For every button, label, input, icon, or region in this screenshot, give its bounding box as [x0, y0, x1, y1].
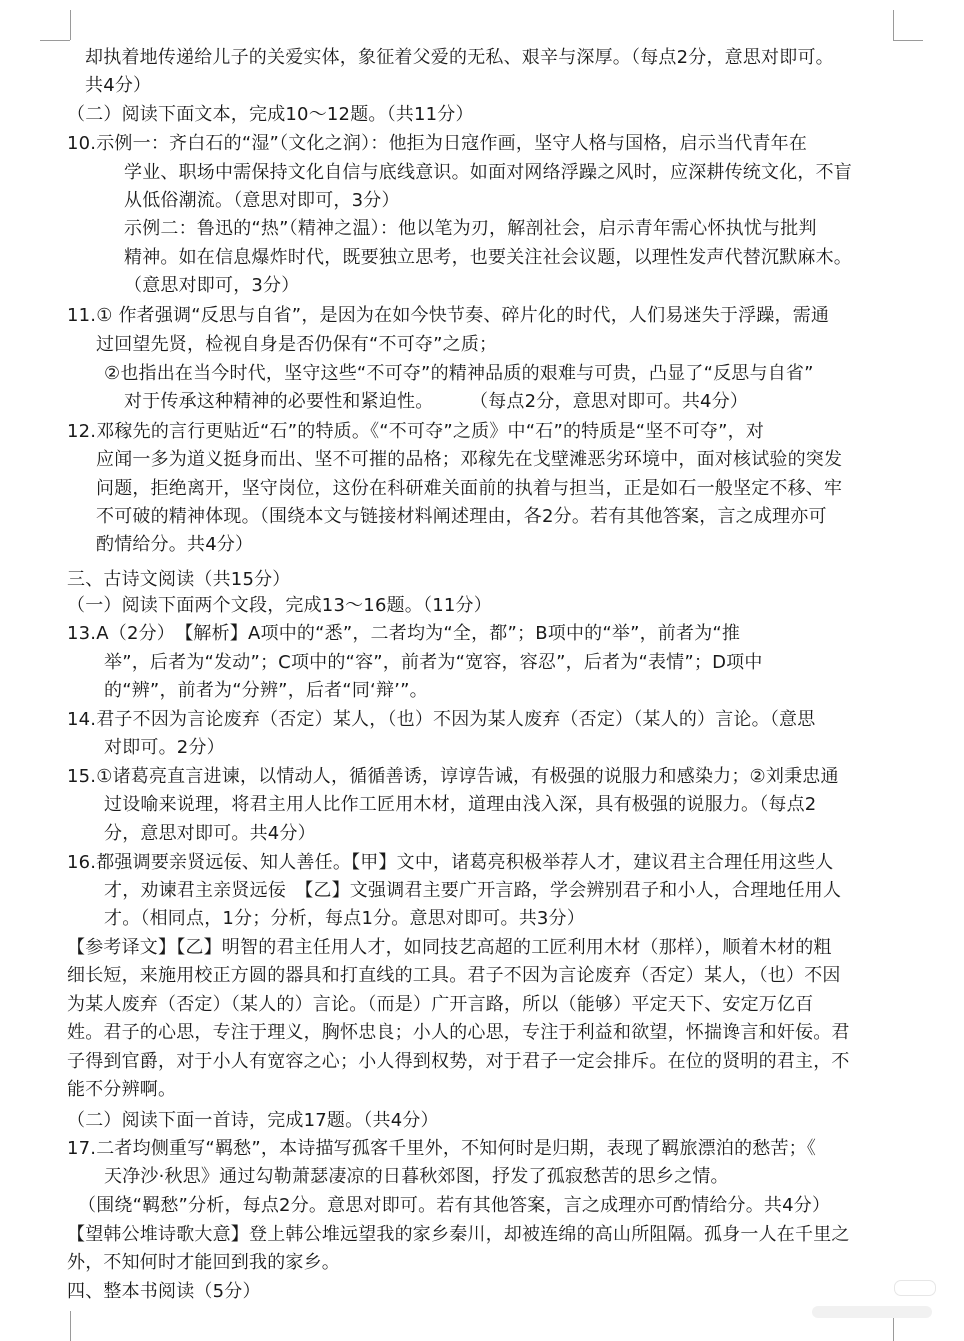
answer-12-line: 不可破的精神体现。（围绕本文与链接材料阐述理由，各2分。若有其他答案，言之成理亦可 [96, 506, 827, 527]
answer-10-line: （意思对即可，3分） [124, 275, 300, 296]
crop-mark-bottom-left-v [70, 1311, 71, 1341]
crop-mark-top-left-h [40, 40, 70, 41]
poem-meaning-line: 外，不知何时才能回到我的家乡。 [67, 1252, 340, 1273]
section-heading: （一）阅读下面两个文段，完成13～16题。（11分） [67, 595, 492, 616]
watermark-mark [894, 1280, 936, 1296]
answer-10-line: 学业、职场中需保持文化自信与底线意识。如面对网络浮躁之风时，应深耕传统文化，不盲 [124, 162, 852, 183]
crop-mark-top-right-h [893, 40, 923, 41]
answer-15-line: 15.①诸葛亮直言进谏，以情动人，循循善诱，谆谆告诫，有极强的说服力和感染力；②刘秉忠通 [67, 766, 839, 787]
answer-13-line: 举”，后者为“发动”；C项中的“容”，前者为“宽容，容忍”，后者为“表情”；D项中 [104, 652, 763, 673]
answer-17-line: （围绕“羁愁”分析，每点2分。意思对即可。若有其他答案，言之成理亦可酌情给分。共4分） [78, 1195, 831, 1216]
text-line: 却执着地传递给儿子的关爱实体，象征着父爱的无私、艰辛与深厚。（每点2分，意思对即可。 [85, 47, 834, 68]
text-line: 共4分） [85, 75, 152, 96]
answer-11-line: 11.① 作者强调“反思与自省”，是因为在如今快节奏、碎片化的时代，人们易迷失于浮躁，需通 [67, 305, 830, 326]
answer-10-line: 从低俗潮流。（意思对即可，3分） [124, 190, 400, 211]
translation-line: 姓。君子的心思，专注于理义，胸怀忠良；小人的心思，专注于利益和欲望，怀揣谗言和奸佞。君 [67, 1022, 850, 1043]
answer-17-line: 17.二者均侧重写“羁愁”，本诗描写孤客千里外，不知何时是归期，表现了羁旅漂泊的愁苦；《 [67, 1138, 817, 1159]
answer-12-line: 问题，拒绝离开，坚守岗位，这份在科研难关面前的执着与担当，正是如石一般坚定不移、牢 [96, 478, 843, 499]
translation-line: 【参考译文】【乙】明智的君主任用人才，如同技艺高超的工匠利用木材（那样），顺着木材的粗 [67, 937, 832, 958]
answer-14-line: 14.君子不因为言论废弃（否定）某人，（也）不因为某人废弃（否定）（某人的）言论。（意思 [67, 709, 816, 730]
translation-line: 能不分辨啊。 [67, 1079, 177, 1100]
answer-16-line: 才，劝谏君主亲贤远佞 【乙】文强调君主要广开言路，学会辨别君子和小人，合理地任用人 [104, 880, 842, 901]
answer-11-line: 对于传承这种精神的必要性和紧迫性。 （每点2分，意思对即可。共4分） [124, 391, 749, 412]
crop-mark-top-right-v [893, 10, 894, 40]
crop-mark-top-left-v [70, 10, 71, 40]
answer-11-line: ②也指出在当今时代，坚守这些“不可夺”的精神品质的艰难与可贵，凸显了“反思与自省” [104, 363, 814, 384]
translation-line: 子得到官爵，对于小人有宽容之心；小人得到权势，对于君子一定会排斥。在位的贤明的君主，不 [67, 1051, 850, 1072]
answer-15-line: 分，意思对即可。共4分） [104, 823, 316, 844]
answer-16-line: 才。（相同点，1分；分析，每点1分。意思对即可。共3分） [104, 908, 585, 929]
watermark-mark [812, 1306, 932, 1318]
answer-10-line: 示例二：鲁迅的“热”（精神之温）：他以笔为刃，解剖社会，启示青年需心怀执忧与批判 [124, 218, 817, 239]
answer-12-line: 酌情给分。共4分） [96, 534, 254, 555]
answer-12-line: 12.邓稼先的言行更贴近“石”的特质。《“不可夺”之质》中“石”的特质是“坚不可夺”，对 [67, 421, 765, 442]
answer-12-line: 应闻一多为道义挺身而出、坚不可摧的品格；邓稼先在戈壁滩恶劣环境中，面对核试验的突发 [96, 449, 843, 470]
answer-10-line: 精神。如在信息爆炸时代，既要独立思考，也要关注社会议题，以理性发声代替沉默麻木。 [124, 247, 852, 268]
answer-16-line: 16.都强调要亲贤远佞、知人善任。【甲】文中，诸葛亮积极举荐人才，建议君主合理任用这些人 [67, 852, 834, 873]
answer-13-line: 13.A（2分） 【解析】A项中的“悉”，二者均为“全，都”；B项中的“举”，前者为“推 [67, 623, 741, 644]
section-heading: 三、古诗文阅读（共15分） [67, 569, 291, 590]
answer-11-line: 过回望先贤，检视自身是否仍保有“不可夺”之质； [96, 334, 498, 355]
section-heading: （二）阅读下面文本，完成10～12题。（共11分） [67, 104, 474, 125]
answer-10-line: 10.示例一：齐白石的“湿”（文化之润）：他拒为日寇作画，坚守人格与国格，启示当代青年在 [67, 133, 808, 154]
translation-line: 细长短，来施用校正方圆的器具和打直线的工具。君子不因为言论废弃（否定）某人，（也）不因 [67, 965, 841, 986]
section-heading: （二）阅读下面一首诗，完成17题。（共4分） [67, 1110, 439, 1131]
answer-13-line: 的“辨”，前者为“分辨”，后者“同‘辩’”。 [104, 680, 428, 701]
section-heading: 四、整本书阅读（5分） [67, 1281, 261, 1302]
answer-15-line: 过设喻来说理，将君主用人比作工匠用木材，道理由浅入深，具有极强的说服力。（每点2 [104, 794, 817, 815]
answer-17-line: 天净沙·秋思》通过勾勒萧瑟凄凉的日暮秋郊图，抒发了孤寂愁苦的思乡之情。 [104, 1166, 729, 1187]
translation-line: 为某人废弃（否定）（某人的）言论。（而是）广开言路，所以（能够）平定天下、安定万亿百 [67, 994, 814, 1015]
answer-14-line: 对即可。2分） [104, 737, 225, 758]
poem-meaning-line: 【望韩公堆诗歌大意】登上韩公堆远望我的家乡秦川，却被连绵的高山所阻隔。孤身一人在千里之 [67, 1224, 850, 1245]
